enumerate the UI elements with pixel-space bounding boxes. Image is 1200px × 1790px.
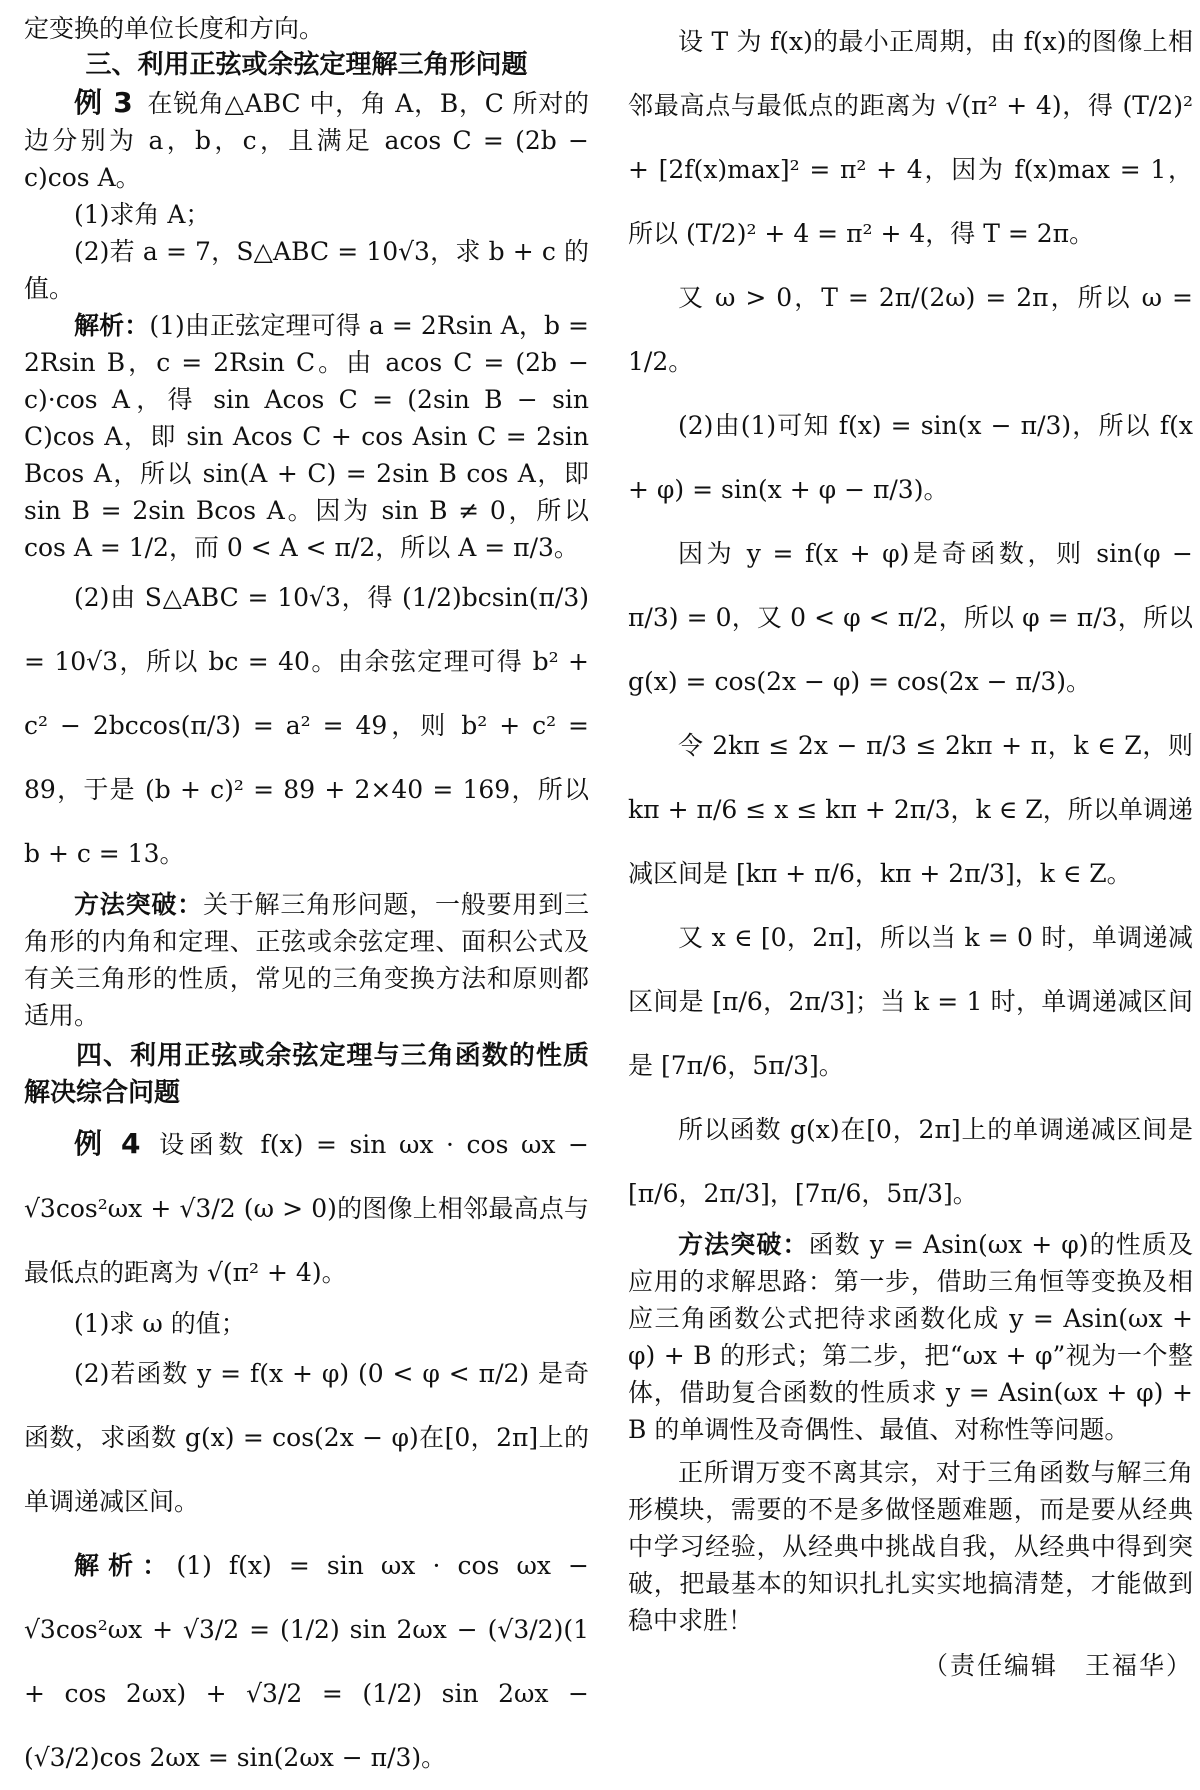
- example-4-solution-2a: (2)由(1)可知 f(x) = sin(x − π/3)，所以 f(x + φ) = sin(x + φ − π/3)。: [628, 411, 1193, 504]
- example-3-solution-2: (2)由 S△ABC = 10√3，得 (1/2)bcsin(π/3) = 10√3，所以 bc = 40。由余弦定理可得 b² + c² − 2bccos(π/3) = a² = 49，则 b² + c² = 89，于是 (b + c)² = 89 + 2×40 = 169，所以 b + c = 13。: [24, 583, 589, 868]
- editor-credit: （责任编辑 王福华）: [922, 1651, 1193, 1680]
- solution-label: 解析：: [74, 311, 150, 340]
- example-4-method: 方法突破：函数 y = Asin(ωx + φ)的性质及应用的求解思路：第一步，借助三角恒等变换及相应三角函数公式把待求函数化成 y = Asin(ωx + φ) + B 的形式；第二步，把“ωx + φ”视为一个整体，借助复合函数的性质求 y = Asin(ωx + φ) + B 的单调性及奇偶性、最值、对称性等问题。: [628, 1230, 1193, 1444]
- example-4-question-2: (2)若函数 y = f(x + φ) (0 < φ < π/2) 是奇函数，求函数 g(x) = cos(2x − φ)在[0，2π]上的单调递减区间。: [24, 1359, 589, 1516]
- example-4-solution-1a: 解析：(1) f(x) = sin ωx · cos ωx − √3cos²ωx + √3/2 = (1/2) sin 2ωx − (√3/2)(1 + cos 2ωx) + √3/2 = (1/2) sin 2ωx − (√3/2)cos 2ωx = sin(2ωx − π/3)。: [24, 1551, 589, 1772]
- section-3-heading: 三、利用正弦或余弦定理解三角形问题: [85, 50, 528, 80]
- continued-text: 定变换的单位长度和方向。: [24, 14, 325, 43]
- example-4-solution-1b: 设 T 为 f(x)的最小正周期，由 f(x)的图像上相邻最高点与最低点的距离为 √(π² + 4)，得 (T/2)² + [2f(x)max]² = π² + 4，因为 f(x)max = 1，所以 (T/2)² + 4 = π² + 4，得 T = 2π。: [628, 27, 1193, 248]
- example-4-solution-1c: 又 ω > 0，T = 2π/(2ω) = 2π，所以 ω = 1/2。: [628, 283, 1193, 376]
- closing-paragraph: 正所谓万变不离其宗，对于三角函数与解三角形模块，需要的不是多做怪题难题，而是要从经典中学习经验，从经典中挑战自我，从经典中得到突破，把最基本的知识扎扎实实地搞清楚，才能做到稳中求胜！: [628, 1458, 1193, 1635]
- section-4-heading: 四、利用正弦或余弦定理与三角函数的性质解决综合问题: [24, 1041, 589, 1108]
- right-column: [628, 10, 1193, 1684]
- method-label: 方法突破：: [74, 890, 203, 919]
- example-4-solution-2b: 因为 y = f(x + φ)是奇函数，则 sin(φ − π/3) = 0，又 0 < φ < π/2，所以 φ = π/3，所以 g(x) = cos(2x − φ) = cos(2x − π/3)。: [628, 539, 1193, 696]
- left-column: [24, 10, 589, 1790]
- method-label: 方法突破：: [678, 1230, 809, 1259]
- example-3-solution-1: 解析：(1)由正弦定理可得 a = 2Rsin A，b = 2Rsin B，c = 2Rsin C。由 acos C = (2b − c)·cos A，得 sin Acos C = (2sin B − sin C)cos A，即 sin Acos C + cos Asin C = 2sin Bcos A，所以 sin(A + C) = 2sin B cos A，即 sin B = 2sin Bcos A。因为 sin B ≠ 0，所以 cos A = 1/2，而 0 < A < π/2，所以 A = π/3。: [24, 311, 589, 562]
- example-4-solution-2d: 又 x ∈ [0，2π]，所以当 k = 0 时，单调递减区间是 [π/6，2π/3]；当 k = 1 时，单调递减区间是 [7π/6，5π/3]。: [628, 923, 1193, 1080]
- example-3-question-2: (2)若 a = 7，S△ABC = 10√3，求 b + c 的值。: [24, 237, 589, 303]
- example-3-problem: 例 3 在锐角△ABC 中，角 A，B，C 所对的边分别为 a，b，c，且满足 acos C = (2b − c)cos A。: [24, 86, 589, 192]
- example-4-solution-2e: 所以函数 g(x)在[0，2π]上的单调递减区间是 [π/6，2π/3]，[7π/6，5π/3]。: [628, 1115, 1193, 1208]
- example-3-question-1: (1)求角 A；: [74, 200, 211, 229]
- example-4-solution-2c: 令 2kπ ≤ 2x − π/3 ≤ 2kπ + π，k ∈ Z，则 kπ + π/6 ≤ x ≤ kπ + 2π/3，k ∈ Z，所以单调递减区间是 [kπ + π/6，kπ + 2π/3]，k ∈ Z。: [628, 731, 1193, 888]
- example-3-method: 方法突破：关于解三角形问题，一般要用到三角形的内角和定理、正弦或余弦定理、面积公式及有关三角形的性质，常见的三角变换方法和原则都适用。: [24, 890, 589, 1030]
- example-3-label: 例 3: [74, 86, 133, 119]
- example-4-question-1: (1)求 ω 的值；: [74, 1309, 246, 1338]
- example-4-problem: 例 4 设函数 f(x) = sin ωx · cos ωx − √3cos²ωx + √3/2 (ω > 0)的图像上相邻最高点与最低点的距离为 √(π² + 4)。: [24, 1127, 589, 1287]
- solution-label: 解析：: [74, 1551, 177, 1580]
- example-4-label: 例 4: [74, 1127, 141, 1160]
